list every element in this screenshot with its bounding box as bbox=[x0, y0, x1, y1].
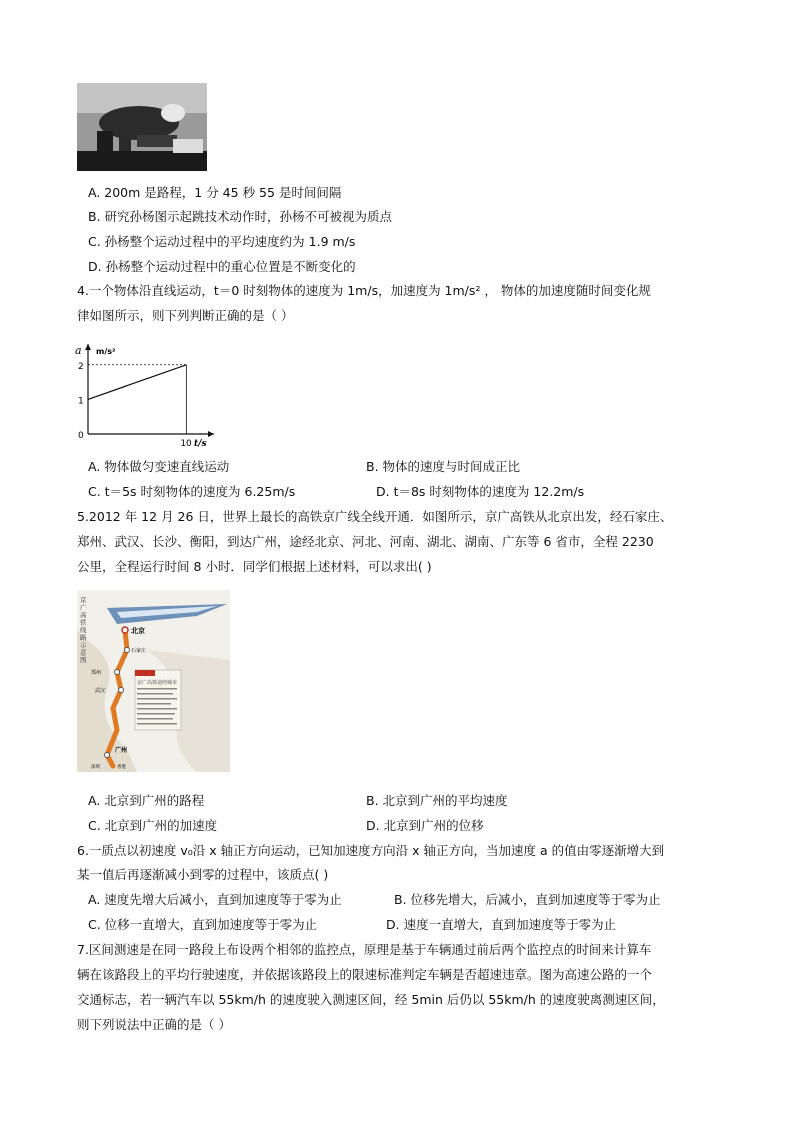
q7-stem-line4: 则下列说法中正确的是（ ） bbox=[77, 1017, 231, 1032]
city-label-guangzhou: 广州 bbox=[115, 747, 128, 754]
q7-stem-line3: 交通标志，若一辆汽车以 55km/h 的速度驶入测速区间，经 5min 后仍以 55km/h 的速度驶离测速区间， bbox=[77, 992, 665, 1007]
y-tick-label: 1 bbox=[78, 396, 84, 407]
q5-option-a: A. 北京到广州的路程 bbox=[88, 793, 205, 808]
q4-stem-line1: 4.一个物体沿直线运动，t＝0 时刻物体的速度为 1m/s，加速度为 1m/s² ， 物体的加速度随时间变化规 bbox=[77, 283, 651, 298]
q6-option-d: D. 速度一直增大，直到加速度等于零为止 bbox=[386, 917, 617, 932]
q6-stem-line1: 6.一质点以初速度 v₀沿 x 轴正方向运动，已知加速度方向沿 x 轴正方向，当加速度 a 的值由零逐渐增大到 bbox=[77, 843, 665, 858]
city-label-wuhan: 武汉 bbox=[95, 688, 106, 694]
graph-axes bbox=[85, 344, 214, 437]
q4-option-d: D. t＝8s 时刻物体的速度为 12.2m/s bbox=[376, 484, 585, 499]
swimmer-photo bbox=[77, 83, 207, 171]
city-marker bbox=[119, 688, 124, 693]
q4-option-a: A. 物体做匀变速直线运动 bbox=[88, 459, 230, 474]
q6-option-c: C. 位移一直增大，直到加速度等于零为止 bbox=[88, 917, 318, 932]
y-tick-label: 2 bbox=[78, 361, 84, 372]
railway-map bbox=[77, 590, 230, 772]
q5-option-b: B. 北京到广州的平均速度 bbox=[366, 793, 508, 808]
city-label-beijing: 北京 bbox=[131, 627, 145, 635]
city-marker bbox=[125, 648, 130, 653]
q6-option-a: A. 速度先增大后减小，直到加速度等于零为止 bbox=[88, 892, 342, 907]
q3-option-b: B. 研究孙杨图示起跳技术动作时，孙杨不可被视为质点 bbox=[88, 209, 393, 224]
q3-option-a: A. 200m 是路程，1 分 45 秒 55 是时间间隔 bbox=[88, 185, 342, 200]
acceleration-time-graph bbox=[74, 338, 224, 450]
city-marker bbox=[105, 753, 110, 758]
q4-option-b: B. 物体的速度与时间成正比 bbox=[366, 459, 521, 474]
q4-stem-line2: 律如图所示，则下列判断正确的是（ ） bbox=[77, 308, 294, 323]
q7-stem-line1: 7.区间测速是在同一路段上布设两个相邻的监控点，原理是基于车辆通过前后两个监控点的时间来计算车 bbox=[77, 942, 652, 957]
city-marker bbox=[122, 627, 128, 633]
city-label-shijiazhuang: 石家庄 bbox=[131, 648, 147, 654]
legend-title: 京广高铁途经城市 bbox=[137, 680, 178, 686]
map-title-vertical: 京广高铁线路示意图 bbox=[80, 596, 87, 664]
q5-stem-line1: 5.2012 年 12 月 26 日，世界上最长的高铁京广线全线开通．如图所示，京广高铁从北京出发，经石家庄、 bbox=[77, 509, 673, 524]
q4-option-c: C. t＝5s 时刻物体的速度为 6.25m/s bbox=[88, 484, 296, 499]
q7-stem-line2: 辆在该路段上的平均行驶速度，并依据该路段上的限速标准判定车辆是否超速违章。图为高速公路的一个 bbox=[77, 967, 653, 982]
city-label-shenzhen: 深圳 bbox=[91, 765, 100, 770]
q5-option-d: D. 北京到广州的位移 bbox=[366, 818, 484, 833]
q6-option-b: B. 位移先增大，后减小，直到加速度等于零为止 bbox=[394, 892, 661, 907]
q5-stem-line3: 公里，全程运行时间 8 小时．同学们根据上述材料，可以求出( ) bbox=[77, 559, 432, 574]
city-label-hongkong: 香港 bbox=[117, 765, 126, 770]
city-marker bbox=[115, 670, 120, 675]
x-tick-label: 10 bbox=[180, 439, 192, 449]
y-tick-label: 0 bbox=[78, 431, 84, 441]
x-axis-label: t/s bbox=[194, 439, 207, 449]
q6-stem-line2: 某一值后再逐渐减小到零的过程中，该质点( ) bbox=[77, 867, 329, 882]
y-unit-label: m/s² bbox=[96, 347, 116, 356]
city-label-zhengzhou: 郑州 bbox=[91, 670, 102, 676]
acceleration-line bbox=[88, 365, 186, 400]
q5-stem-line2: 郑州、武汉、长沙、衡阳，到达广州，途经北京、河北、河南、湖北、湖南、广东等 6 省市，全程 2230 bbox=[77, 534, 654, 549]
q5-option-c: C. 北京到广州的加速度 bbox=[88, 818, 218, 833]
y-axis-label: a bbox=[75, 344, 82, 357]
q3-option-c: C. 孙杨整个运动过程中的平均速度约为 1.9 m/s bbox=[88, 234, 356, 249]
map-legend bbox=[135, 670, 181, 730]
q3-option-d: D. 孙杨整个运动过程中的重心位置是不断变化的 bbox=[88, 259, 356, 274]
